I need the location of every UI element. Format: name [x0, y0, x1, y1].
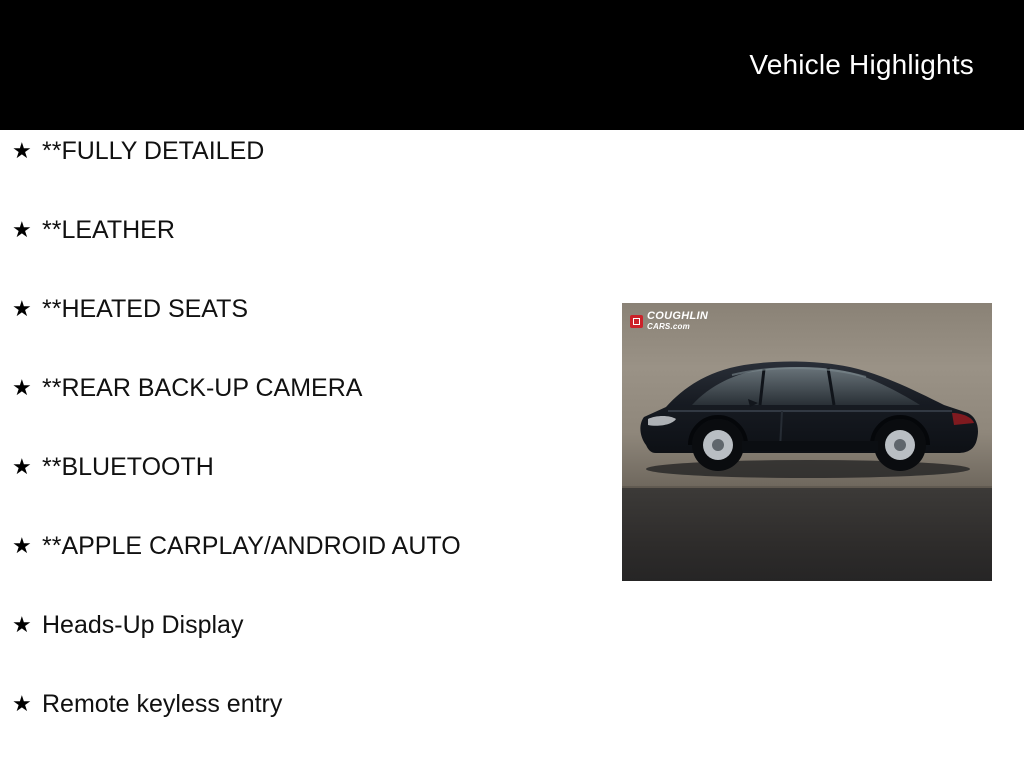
star-icon: ★ [12, 454, 32, 479]
vehicle-photo [622, 303, 992, 581]
highlight-text: **REAR BACK-UP CAMERA [42, 374, 363, 402]
star-icon: ★ [12, 533, 32, 558]
coughlin-logo-icon [630, 315, 643, 328]
highlight-text: Heads-Up Display [42, 611, 244, 639]
highlight-text: **APPLE CARPLAY/ANDROID AUTO [42, 532, 461, 560]
header-bar [0, 0, 1024, 130]
list-item [0, 209, 620, 288]
list-item [0, 446, 620, 525]
list-item [0, 683, 620, 762]
highlight-text: **LEATHER [42, 216, 175, 244]
highlight-text: **FULLY DETAILED [42, 137, 265, 165]
star-icon: ★ [12, 296, 32, 321]
list-item [0, 604, 620, 683]
highlight-text: **BLUETOOTH [42, 453, 214, 481]
dealer-watermark [630, 311, 708, 331]
list-item [0, 367, 620, 446]
page-title: Vehicle Highlights [749, 49, 974, 80]
list-item [0, 525, 620, 604]
car-illustration [632, 341, 984, 481]
star-icon: ★ [12, 375, 32, 400]
watermark-domain: CARS.com [647, 322, 690, 331]
star-icon: ★ [12, 612, 32, 637]
highlight-text: Remote keyless entry [42, 690, 283, 718]
highlight-text: **HEATED SEATS [42, 295, 249, 323]
watermark-brand: COUGHLIN [647, 310, 709, 322]
watermark-text [647, 311, 708, 331]
vehicle-highlights-list [0, 130, 620, 762]
list-item [0, 130, 620, 209]
list-item [0, 288, 620, 367]
star-icon: ★ [12, 138, 32, 163]
star-icon: ★ [12, 217, 32, 242]
photo-pavement [622, 488, 992, 581]
star-icon: ★ [12, 691, 32, 716]
